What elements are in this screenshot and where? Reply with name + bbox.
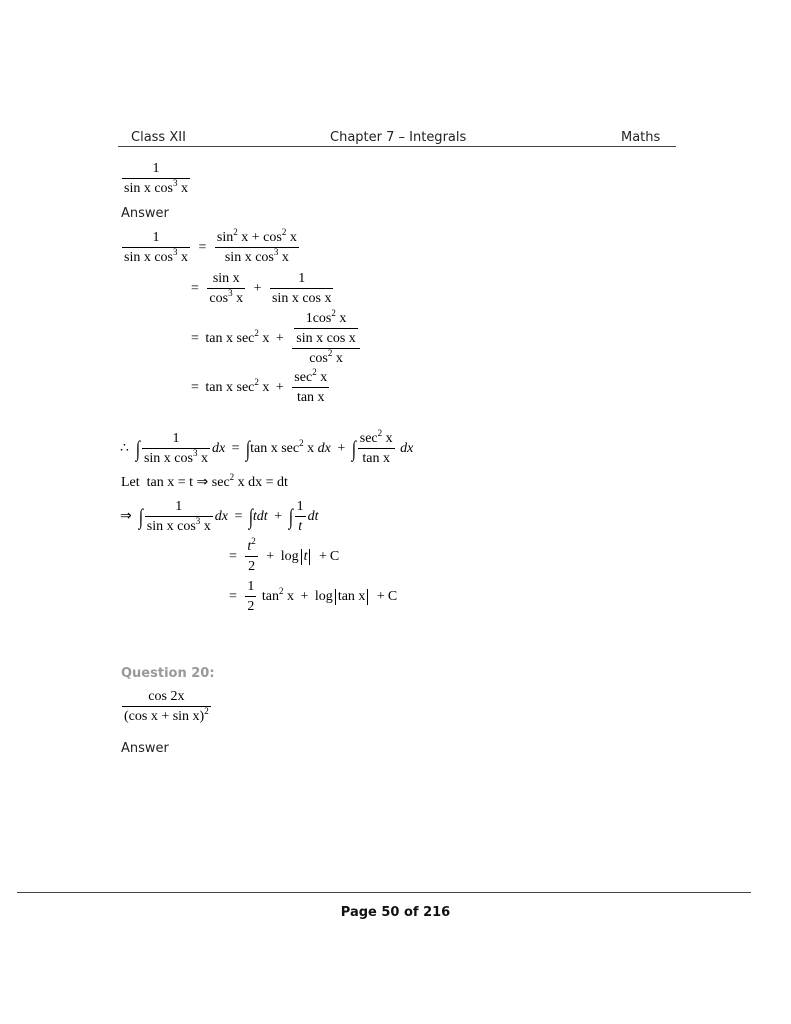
result-step-2: = $\frac{1}{2}$ $\tan^2 x + \log \tan x + C$ xyxy=(229,579,398,614)
integral-equation: ∴ ∫ $\frac{1}{\sin x \cos^3 x}$ dx = ∫tan x $\sec^2 x$ dx + ∫ $\frac{\sec^2 x}{\text{tan x}}$ dx xyxy=(120,428,414,466)
substituted-integral: ⇒ ∫ $\frac{1}{\sin x \cos^3 x}$ dx = ∫tdt + ∫ $\frac{1}{t}$ dt xyxy=(120,499,319,534)
solution-step-1: $\frac{1}{\sin x \cos^3 x}$ = $\frac{\sin^2 x + \cos^2 x}{\sin x \cos^3 x}$ xyxy=(124,227,297,265)
page-number: Page 50 of 216 xyxy=(340,905,451,920)
header-class: Class XII xyxy=(131,130,186,145)
header-divider xyxy=(118,146,676,147)
answer-label: Answer xyxy=(121,206,169,221)
footer-divider xyxy=(17,892,751,893)
question-20-label: Question 20: xyxy=(121,666,215,681)
header-chapter: Chapter 7 – Integrals xyxy=(330,130,467,145)
question-20-integrand: $\frac{\cos 2x}{(\cos x + \sin x)^2}$ xyxy=(124,689,209,724)
question-19-integrand: $\frac{1}{\sin x \cos^3 x}$ xyxy=(124,161,188,196)
answer-label-2: Answer xyxy=(121,741,169,756)
solution-step-2: = $\frac{\text{sin x}}{\cos^3 x}$ + $\frac{1}{\text{sin x cos x}}$ xyxy=(191,271,332,306)
solution-step-3: = tan x $\sec^2 x$ + $\frac{\frac{1\cos^2 x}{\text{sin x cos x}}}{\cos^2 x}$ xyxy=(188,312,362,366)
result-step-1: = $\frac{t^2}{2}$ + log t + C xyxy=(229,536,340,574)
header-subject: Maths xyxy=(621,130,661,145)
solution-step-4: = tan x $\sec^2 x$ + $\frac{\sec^2 x}{\text{tan x}}$ xyxy=(191,367,328,405)
substitution-line: Let tan x = t ⇒ $\sec^2 x$ dx = dt xyxy=(121,472,288,490)
